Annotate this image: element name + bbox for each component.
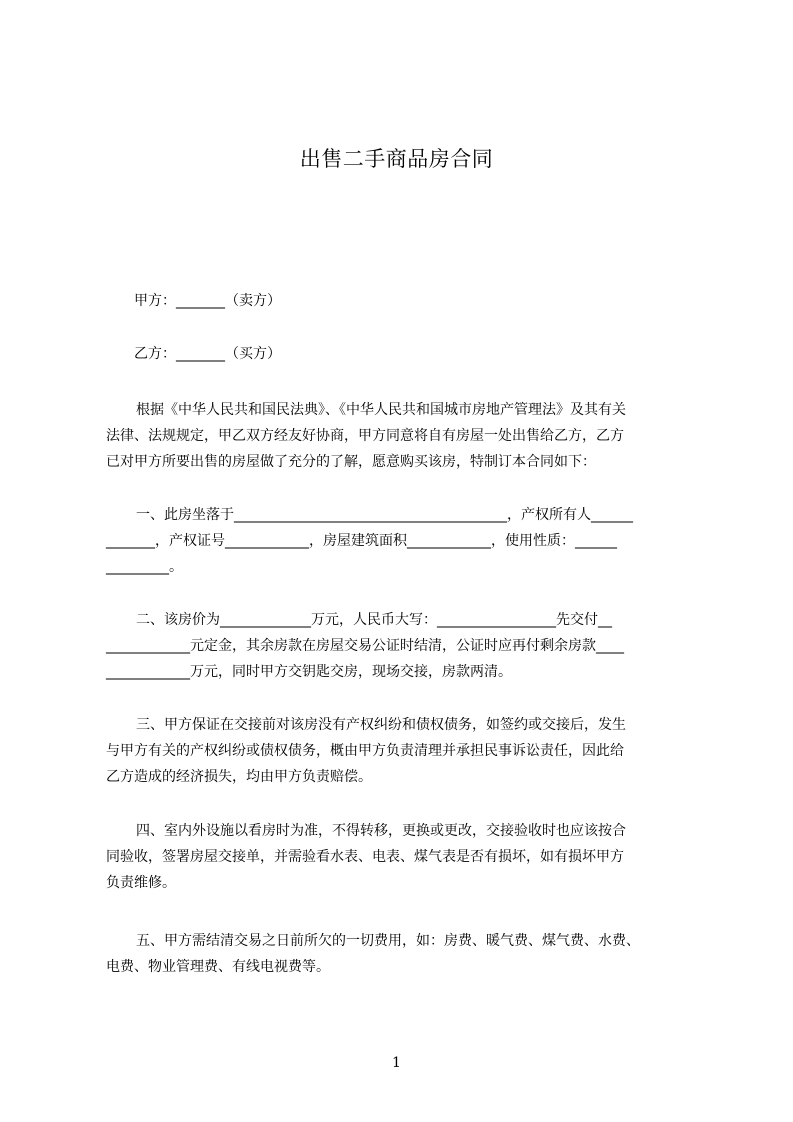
page-number: 1	[392, 1055, 401, 1071]
party-a-text: 甲方：_______（卖方）	[134, 293, 281, 309]
clause-2-line-1: 二、该房价为_____________万元，人民币大写：_________________先交付__	[136, 612, 612, 628]
clause-4-line-3: 负责维修。	[106, 875, 176, 891]
party-b-text: 乙方：_______（买方）	[134, 346, 281, 362]
clause-4-line-2: 同验收，签署房屋交接单，并需验看水表、电表、煤气表是否有损坏，如有损坏甲方	[106, 849, 624, 865]
clause-4-paragraph	[106, 818, 700, 896]
clause-3-line-1: 三、甲方保证在交接前对该房没有产权纠纷和债权债务，如签约或交接后，发生	[136, 717, 626, 733]
clause-5-line-1: 五、甲方需结清交易之日前所欠的一切费用，如：房费、暖气费、煤气费、水费、	[136, 933, 640, 949]
clause-1-line-3: _________。	[106, 559, 183, 575]
preamble-paragraph	[106, 397, 700, 475]
clause-5-line-2: 电费、物业管理费、有线电视费等。	[106, 959, 330, 975]
clause-4-line-1: 四、室内外设施以看房时为准，不得转移，更换或更改，交接验收时也应该按合	[136, 823, 626, 839]
clause-2-line-2: ____________元定金，其余房款在房屋交易公证时结清，公证时应再付剩余房款____	[106, 638, 624, 654]
clause-2-line-3: ____________万元，同时甲方交钥匙交房，现场交接，房款两清。	[106, 664, 512, 680]
clause-1-line-1: 一、此房坐落于_______________________________________，产权所有人______	[136, 507, 633, 523]
clause-1-line-2: _______，产权证号____________，房屋建筑面积____________，使用性质：______	[106, 533, 617, 549]
preamble-line-1: 根据《中华人民共和国民法典》、《中华人民共和国城市房地产管理法》及其有关	[136, 402, 626, 418]
clause-1-paragraph	[106, 502, 700, 580]
clause-2-paragraph	[106, 607, 700, 685]
preamble-line-3: 已对甲方所要出售的房屋做了充分的了解，愿意购买该房，特制订本合同如下：	[106, 454, 596, 470]
clause-3-line-3: 乙方造成的经济损失，均由甲方负责赔偿。	[106, 769, 372, 785]
clause-5-paragraph	[106, 928, 700, 980]
clause-3-paragraph	[106, 712, 700, 790]
party-b-line	[106, 341, 700, 367]
document-title: 出售二手商品房合同	[299, 147, 494, 171]
party-a-line	[106, 288, 700, 314]
clause-3-line-2: 与甲方有关的产权纠纷或债权债务，概由甲方负责清理并承担民事诉讼责任，因此给	[106, 743, 624, 759]
preamble-line-2: 法律、法规规定，甲乙双方经友好协商，甲方同意将自有房屋一处出售给乙方，乙方	[106, 428, 624, 444]
